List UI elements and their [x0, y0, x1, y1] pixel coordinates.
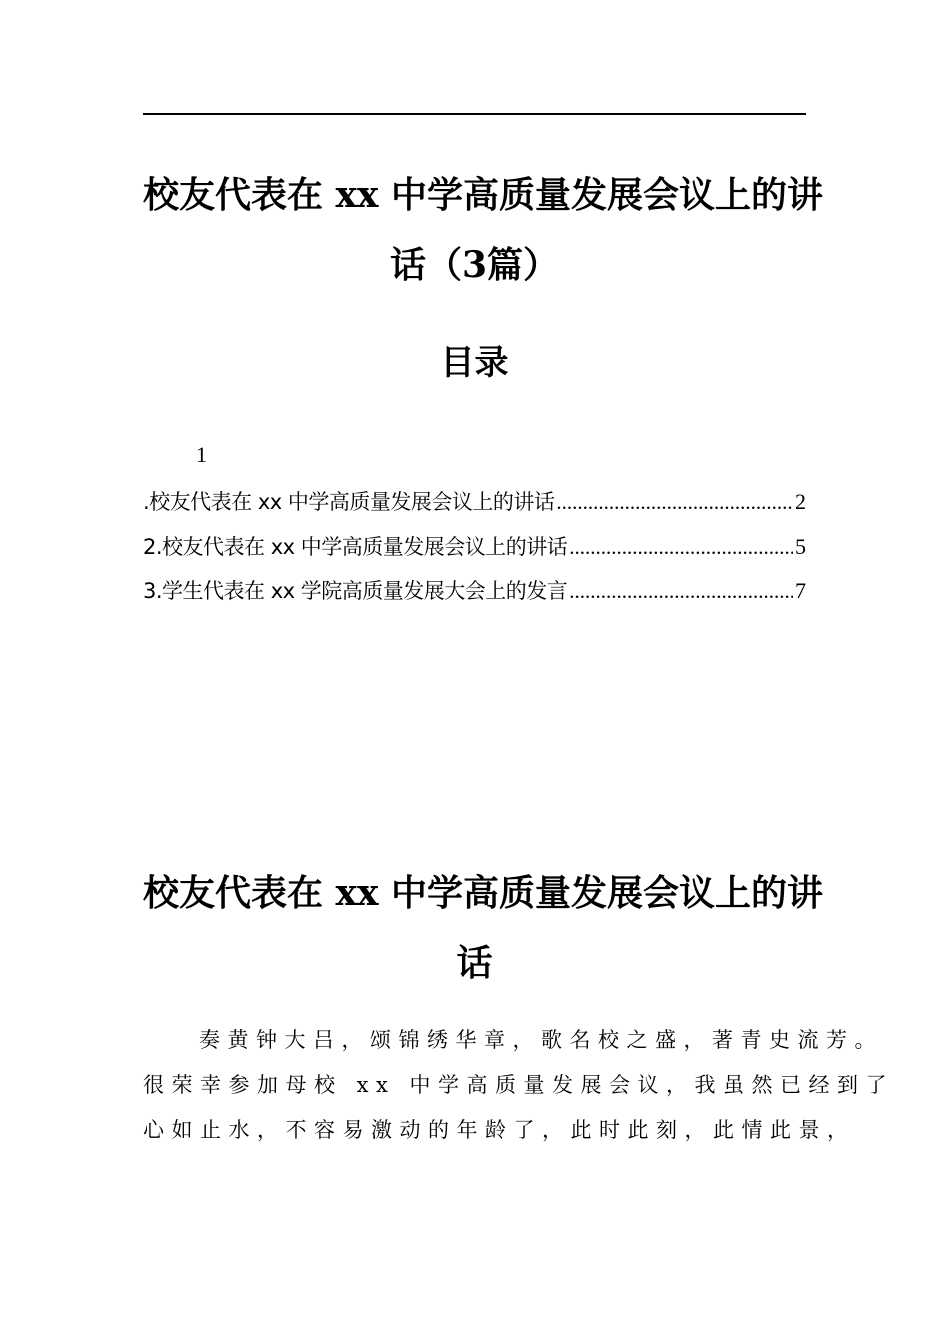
body-paragraph [143, 1018, 895, 1153]
body-line-3: 心如止水，不容易激动的年龄了，此时此刻，此情此景， [143, 1118, 856, 1142]
toc-entry-label: 3.学生代表在 xx 学院高质量发展大会上的发言 [143, 579, 568, 603]
toc-stray-number: 1 [196, 442, 207, 467]
toc-dot-leader [556, 482, 793, 522]
header-rule-divider [143, 113, 806, 115]
section-title [143, 858, 823, 998]
cover-title-line-2: 话（3篇） [389, 244, 560, 286]
section-title-line-2: 话 [456, 942, 493, 984]
toc-page-number: 2 [795, 489, 806, 514]
toc-page-number: 5 [795, 533, 806, 559]
toc-entry-2[interactable] [143, 527, 806, 572]
body-line-1: 奏黄钟大吕，颂锦绣华章，歌名校之盛，著青史流芳。 [199, 1028, 883, 1052]
toc-dot-leader [569, 527, 793, 567]
section-title-line-1: 校友代表在 xx 中学高质量发展会议上的讲 [143, 872, 823, 914]
table-of-contents [143, 482, 806, 616]
toc-entry-label: 2.校友代表在 xx 中学高质量发展会议上的讲话 [143, 534, 568, 559]
toc-dot-leader [569, 571, 793, 611]
toc-entry-1[interactable] [143, 482, 806, 527]
toc-entry-3[interactable] [143, 571, 806, 616]
cover-title [143, 160, 823, 300]
cover-title-line-1: 校友代表在 xx 中学高质量发展会议上的讲 [143, 174, 823, 216]
body-line-2: 很荣幸参加母校 xx 中学高质量发展会议，我虽然已经到了 [143, 1073, 895, 1097]
toc-page-number: 7 [795, 578, 806, 603]
toc-heading: 目录 [440, 343, 509, 383]
toc-entry-label: .校友代表在 xx 中学高质量发展会议上的讲话 [143, 490, 555, 514]
